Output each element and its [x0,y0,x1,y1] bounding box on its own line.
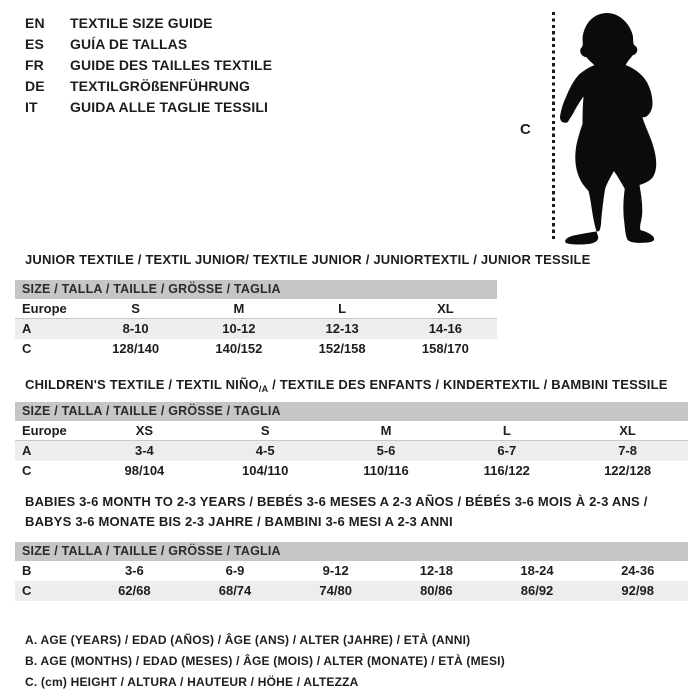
row-label: C [22,463,32,478]
size-cell: M [233,301,245,316]
value-cell: 152/158 [318,341,366,356]
row-label: Europe [22,423,67,438]
size-cell: XL [437,301,454,316]
value-cell: 92/98 [621,583,654,598]
value-cell: 6-9 [225,563,245,578]
size-header-bar: SIZE / TALLA / TAILLE / GRÖSSE / TAGLIA [15,280,497,299]
row-label: Europe [22,301,67,316]
lang-code: IT [25,99,38,115]
section-title-children-sub: /A [258,384,269,394]
lang-label: GUÍA DE TALLAS [70,36,188,52]
lang-code: ES [25,36,44,52]
value-cell: 5-6 [376,443,396,458]
size-cell: L [502,423,511,438]
value-cell: 24-36 [621,563,655,578]
value-cell: 18-24 [520,563,554,578]
lang-row-de [25,76,272,97]
lang-label: TEXTILE SIZE GUIDE [70,15,213,31]
size-header-bar: SIZE / TALLA / TAILLE / GRÖSSE / TAGLIA [15,402,688,421]
value-cell: 3-4 [135,443,154,458]
children-size-table [15,402,688,481]
table-row-europe [15,299,497,319]
footnote-age-years: A. AGE (YEARS) / EDAD (AÑOS) / ÂGE (ANS) / ALTER (JAHRE) / ETÀ (ANNI) [25,633,471,647]
size-cell: S [260,423,270,438]
row-label: C [22,341,32,356]
value-cell: 98/104 [124,463,165,478]
value-cell: 128/140 [112,341,160,356]
row-label: A [22,443,32,458]
language-title-block [25,13,272,118]
size-cell: L [338,301,347,316]
value-cell: 158/170 [421,341,469,356]
value-cell: 110/116 [363,463,409,478]
lang-row-es [25,34,272,55]
value-cell: 80/86 [420,583,453,598]
table-row-months [15,561,688,581]
toddler-silhouette-illustration [558,8,666,246]
size-cell: XS [135,423,154,438]
value-cell: 104/110 [242,463,289,478]
row-label: B [22,563,32,578]
footnote-age-months: B. AGE (MONTHS) / EDAD (MESES) / ÂGE (MOIS) / ALTER (MONATE) / ETÀ (MESI) [25,654,505,668]
lang-row-en [25,13,272,34]
lang-code: DE [25,78,45,94]
lang-label: GUIDE DES TAILLES TEXTILE [70,57,273,73]
section-title-babies [25,492,648,532]
footnotes-block [25,630,505,693]
value-cell: 9-12 [322,563,349,578]
value-cell: 6-7 [497,443,517,458]
height-measure-dotted-line [552,12,555,242]
value-cell: 86/92 [520,583,554,598]
table-row-age [15,319,497,339]
table-row-age [15,441,688,461]
section-title-junior: JUNIOR TEXTILE / TEXTIL JUNIOR/ TEXTILE JUNIOR / JUNIORTEXTIL / JUNIOR TESSILE [25,252,591,267]
value-cell: 10-12 [222,321,256,336]
lang-row-fr [25,55,272,76]
lang-row-it [25,97,272,118]
footnote-height-cm: C. (cm) HEIGHT / ALTURA / HAUTEUR / HÖHE / ALTEZZA [25,675,359,689]
size-cell: XL [619,423,636,438]
table-row-height [15,461,688,481]
value-cell: 4-5 [255,443,275,458]
section-title-babies-line2: BABYS 3-6 MONATE BIS 2-3 JAHRE / BAMBINI 3-6 MESI A 2-3 ANNI [25,514,453,529]
size-cell: S [131,301,140,316]
value-cell: 140/152 [215,341,263,356]
lang-label: GUIDA ALLE TAGLIE TESSILI [70,99,268,115]
section-title-children-pre: CHILDREN'S TEXTILE / TEXTIL NIÑO [25,377,259,392]
table-row-height [15,581,688,601]
section-title-babies-line1: BABIES 3-6 MONTH TO 2-3 YEARS / BEBÉS 3-6 MESES A 2-3 AÑOS / BÉBÉS 3-6 MOIS À 2-3 ANS / [25,494,648,509]
size-cell: M [380,423,392,438]
lang-code: EN [25,15,45,31]
value-cell: 122/128 [604,463,652,478]
size-header-bar: SIZE / TALLA / TAILLE / GRÖSSE / TAGLIA [15,542,688,561]
value-cell: 14-16 [428,321,462,336]
value-cell: 12-18 [419,563,453,578]
lang-code: FR [25,57,44,73]
height-measure-label: C [520,121,531,138]
value-cell: 12-13 [325,321,359,336]
lang-label: TEXTILGRÖßENFÜHRUNG [70,78,251,94]
babies-size-table [15,542,688,601]
value-cell: 62/68 [118,583,151,598]
section-title-children-post: / TEXTILE DES ENFANTS / KINDERTEXTIL / BAMBINI TESSILE [268,377,668,392]
section-title-children [25,375,668,399]
value-cell: 7-8 [618,443,637,458]
row-label: C [22,583,32,598]
value-cell: 3-6 [124,563,144,578]
value-cell: 68/74 [218,583,252,598]
value-cell: 74/80 [319,583,352,598]
table-row-europe [15,421,688,441]
junior-size-table [15,280,497,359]
row-label: A [22,321,32,336]
value-cell: 8-10 [122,321,149,336]
value-cell: 116/122 [483,463,530,478]
table-row-height [15,339,497,359]
